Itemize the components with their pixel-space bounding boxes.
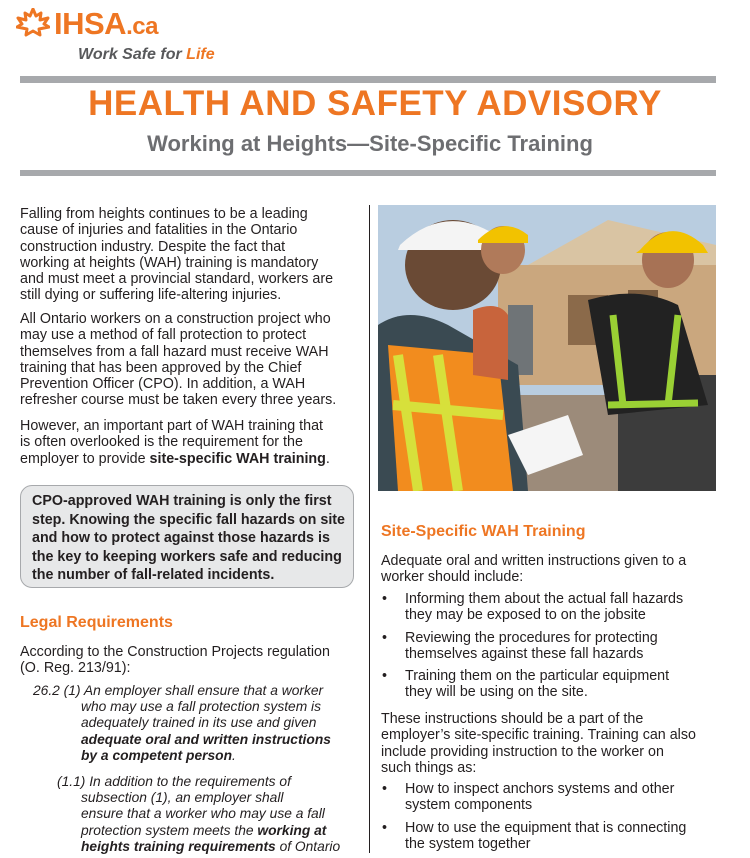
site-specific-intro: Adequate oral and written instructions given to a worker should include: xyxy=(381,553,687,586)
logo-tagline: Work Safe for Life xyxy=(78,46,215,63)
list-item: • Reviewing the procedures for protecting themselves against these fall hazards xyxy=(382,629,658,662)
callout-text: CPO-approved WAH training is only the first step. Knowing the specific fall hazards on site and how to protect against those hazards is the key to keeping workers safe and reducing the number of fall-related incidents. xyxy=(32,493,346,583)
intro-paragraph-3: However, an important part of WAH training that is often overlooked is the requirement for the employer to provide site-specific WAH training. xyxy=(20,418,330,467)
site-specific-paragraph: These instructions should be a part of the employer’s site-specific training. Training can also include providing instruction to the worker on such things as: xyxy=(381,711,696,776)
site-specific-heading: Site-Specific WAH Training xyxy=(381,523,586,540)
regulation-26-2-1: 26.2 (1) An employer shall ensure that a worker who may use a fall protection system is adequately trained in its use and given adequate oral and written instructions by a competent person. xyxy=(33,683,331,763)
maple-leaf-icon xyxy=(16,8,50,38)
instructions-bullet-list xyxy=(381,591,683,707)
legal-requirements-heading: Legal Requirements xyxy=(20,614,173,631)
intro-paragraph-2: All Ontario workers on a construction project who may use a method of fall protection to protect themselves from a fall hazard must receive WAH training that has been approved by the Chief Prevention Officer (CPO). In addition, a WAH refresher course must be taken every three years. xyxy=(20,311,337,409)
list-item: • How to inspect anchors systems and other system components xyxy=(382,781,675,814)
column-divider xyxy=(369,205,370,853)
list-item: • How to use the equipment that is connecting the system together xyxy=(382,819,687,852)
jobsite-photo xyxy=(378,205,716,491)
intro-paragraph-1: Falling from heights continues to be a leading cause of injuries and fatalities in the Ontario construction industry. Despite the fact that working at heights (WAH) training is mandatory and must meet a provincial standard, workers are still dying or suffering life-altering injuries. xyxy=(20,206,334,304)
legal-intro: According to the Construction Projects regulation (O. Reg. 213/91): xyxy=(20,644,330,677)
ihsa-logo[interactable] xyxy=(16,6,215,66)
page-title: HEALTH AND SAFETY ADVISORY xyxy=(88,84,662,123)
jobsite-photo-illustration xyxy=(378,205,716,491)
site-specific-emphasis: site-specific WAH training xyxy=(149,450,326,467)
header-rule-bottom xyxy=(20,170,716,176)
regulation-26-2-1-1: (1.1) In addition to the requirements of subsection (1), an employer shall ensure that a worker who may use a fall protection system meets the working at heights training requirements of Ontario xyxy=(57,774,341,854)
training-topics-bullet-list xyxy=(381,781,686,858)
list-item: • Informing them about the actual fall hazards they may be exposed to on the jobsite xyxy=(382,591,684,624)
page-subtitle: Working at Heights—Site-Specific Training xyxy=(147,131,593,156)
header-rule-top xyxy=(20,76,716,83)
logo-wordmark: IHSA.ca xyxy=(54,6,158,41)
list-item: • Training them on the particular equipment they will be using on the site. xyxy=(382,668,670,701)
